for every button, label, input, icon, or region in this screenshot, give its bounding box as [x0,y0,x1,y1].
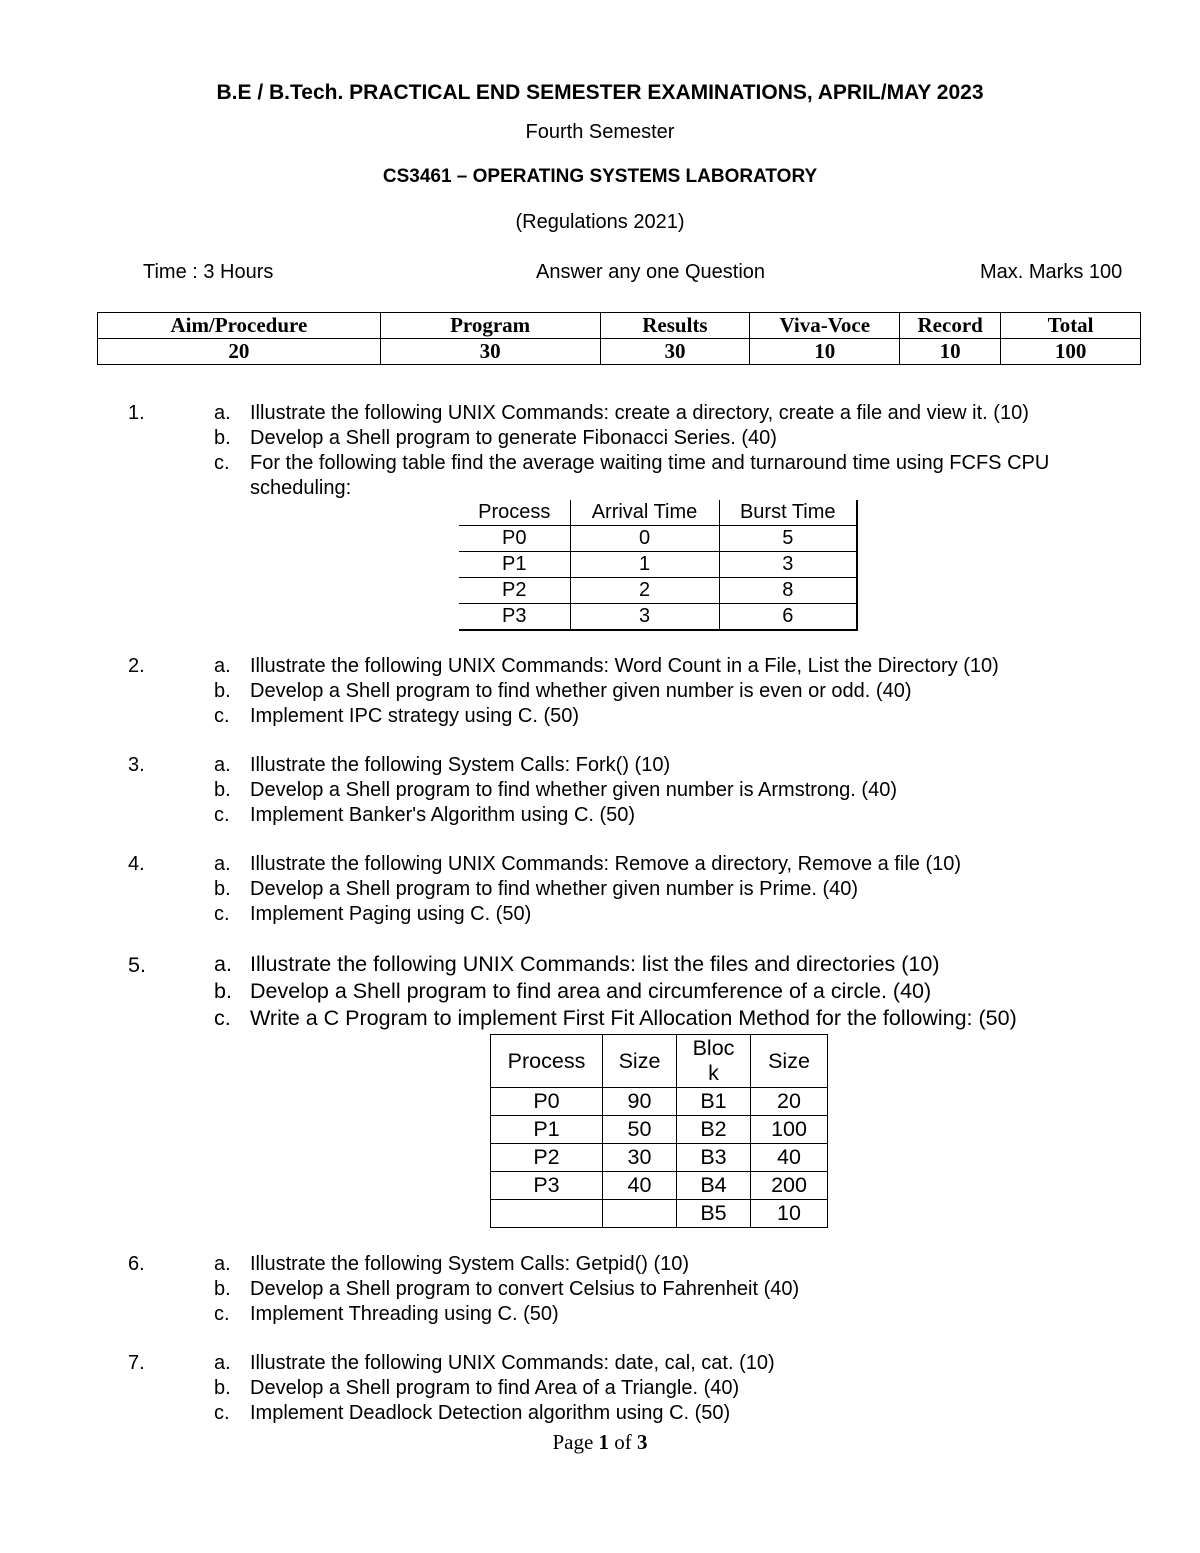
first-fit-table [490,1034,828,1228]
first-fit-header-cell: Size [603,1035,677,1088]
first-fit-header-cell: Size [751,1035,828,1088]
table-cell: P3 [491,1172,603,1200]
item-letter: a. [214,1253,231,1275]
first-fit-header-cell: Process [491,1035,603,1088]
item-letter: b. [214,979,232,1003]
table-cell: 10 [751,1200,828,1228]
item-text: Illustrate the following UNIX Commands: create a directory, create a file and view it. (10) [250,402,1029,424]
semester: Fourth Semester [525,121,675,143]
item-letter: c. [214,804,230,826]
question-number: 5. [128,953,146,977]
table-row [459,578,857,604]
item-letter: a. [214,1352,231,1374]
total-pages: 3 [637,1430,648,1454]
table-cell: 90 [603,1088,677,1116]
marks-value-cell: 10 [750,339,900,365]
question-item [214,979,931,1004]
item-text: Implement Banker's Algorithm using C. (50) [250,804,636,826]
header-text-part: k [708,1061,719,1085]
question-number: 2. [128,655,145,677]
course-title: CS3461 – OPERATING SYSTEMS LABORATORY [382,166,818,187]
item-text: Implement Threading using C. (50) [250,1303,559,1325]
table-cell: 40 [603,1172,677,1200]
item-letter: a. [214,952,232,976]
marks-header-cell: Total [1001,313,1141,339]
item-letter: b. [214,1278,231,1300]
instruction: Answer any one Question [536,261,766,283]
question-item [214,451,1049,476]
table-cell: 8 [719,578,857,604]
question-item [214,654,999,679]
first-fit-header-cell [677,1035,751,1088]
item-letter: c. [214,1006,231,1030]
table-cell: 50 [603,1116,677,1144]
item-text: Implement Deadlock Detection algorithm using C. (50) [250,1402,731,1424]
table-cell: P2 [459,578,570,604]
question-item [214,852,961,877]
item-text: Illustrate the following UNIX Commands: date, cal, cat. (10) [250,1352,775,1374]
question-number: 1. [128,402,145,424]
marks-value-cell: 30 [600,339,750,365]
table-cell: 30 [603,1144,677,1172]
fcfs-header-cell: Burst Time [719,500,857,526]
question-number: 7. [128,1352,145,1374]
item-letter: a. [214,754,231,776]
table-cell [491,1200,603,1228]
table-cell: 20 [751,1088,828,1116]
marks-value-cell: 30 [380,339,600,365]
exam-title: B.E / B.Tech. PRACTICAL END SEMESTER EXAMINATIONS, APRIL/MAY 2023 [216,81,984,104]
fcfs-table [459,500,858,631]
item-text: Write a C Program to implement First Fit Allocation Method for the following: (50) [250,1006,1017,1030]
item-letter: c. [214,903,230,925]
item-text: For the following table find the average waiting time and turnaround time using FCFS CPU [250,452,1050,474]
item-text: Develop a Shell program to generate Fibonacci Series. (40) [250,427,777,449]
table-cell: 3 [570,604,719,631]
fcfs-header-cell: Process [459,500,570,526]
page-number [0,1430,1200,1455]
first-fit-header-row [491,1035,828,1088]
table-row [491,1200,828,1228]
question-item [214,679,911,704]
question-item [214,1252,689,1277]
table-cell: P0 [491,1088,603,1116]
table-cell: B5 [677,1200,751,1228]
question-item [214,1401,730,1426]
table-row [459,604,857,631]
page-label: Page [552,1430,594,1454]
question-item [214,952,939,977]
question-item [214,877,858,902]
table-row [459,526,857,552]
table-cell [603,1200,677,1228]
marks-header-cell: Program [380,313,600,339]
marks-header-cell: Results [600,313,750,339]
item-text: Develop a Shell program to find whether given number is Prime. (40) [250,878,859,900]
table-cell: 1 [570,552,719,578]
item-text: Develop a Shell program to find Area of a Triangle. (40) [250,1377,740,1399]
table-cell: 100 [751,1116,828,1144]
item-letter: b. [214,427,231,449]
table-cell: P1 [459,552,570,578]
item-letter: b. [214,779,231,801]
marks-value-row [98,339,1141,365]
marks-table [97,312,1141,365]
table-cell: 2 [570,578,719,604]
item-text: Implement IPC strategy using C. (50) [250,705,580,727]
question-item [214,1351,775,1376]
item-text: Illustrate the following UNIX Commands: Remove a directory, Remove a file (10) [250,853,962,875]
question-number: 4. [128,853,145,875]
table-cell: P1 [491,1116,603,1144]
table-cell: 3 [719,552,857,578]
item-letter: c. [214,705,230,727]
item-text: Illustrate the following System Calls: Getpid() (10) [250,1253,690,1275]
marks-value-cell: 20 [98,339,381,365]
table-cell: 6 [719,604,857,631]
item-letter: a. [214,402,231,424]
fcfs-header-cell: Arrival Time [570,500,719,526]
item-text: Illustrate the following UNIX Commands: list the files and directories (10) [250,952,940,976]
item-text: Illustrate the following UNIX Commands: Word Count in a File, List the Directory (10) [250,655,999,677]
item-letter: a. [214,655,231,677]
fcfs-header-row [459,500,857,526]
marks-value-cell: 100 [1001,339,1141,365]
question-item [214,1006,1017,1031]
item-letter: c. [214,1303,230,1325]
question-item [214,1277,799,1302]
regulations: (Regulations 2021) [515,211,685,233]
table-cell: P3 [459,604,570,631]
question-item [214,401,1029,426]
item-text: Develop a Shell program to find area and circumference of a circle. (40) [250,979,932,1003]
table-row [491,1088,828,1116]
item-letter: c. [214,452,230,474]
question-item [214,753,670,778]
current-page: 1 [598,1430,610,1454]
item-text: Illustrate the following System Calls: Fork() (10) [250,754,671,776]
max-marks: Max. Marks 100 [980,261,1123,283]
question-item [214,704,579,729]
marks-header-cell: Record [900,313,1001,339]
item-text: Develop a Shell program to find whether given number is even or odd. (40) [250,680,912,702]
page-of: of [614,1430,632,1454]
item-text: Implement Paging using C. (50) [250,903,532,925]
question-item [214,902,531,927]
table-row [491,1144,828,1172]
item-letter: b. [214,878,231,900]
marks-header-row [98,313,1141,339]
table-cell: 5 [719,526,857,552]
question-item [214,426,777,451]
item-text: Develop a Shell program to convert Celsius to Fahrenheit (40) [250,1278,800,1300]
table-cell: B4 [677,1172,751,1200]
item-letter: b. [214,1377,231,1399]
question-number: 6. [128,1253,145,1275]
marks-header-cell: Viva-Voce [750,313,900,339]
marks-value-cell: 10 [900,339,1001,365]
table-cell: 40 [751,1144,828,1172]
item-letter: b. [214,680,231,702]
table-cell: B2 [677,1116,751,1144]
question-item [214,1302,559,1327]
item-letter: c. [214,1402,230,1424]
table-row [491,1116,828,1144]
question-number: 3. [128,754,145,776]
table-row [491,1172,828,1200]
item-letter: a. [214,853,231,875]
question-item [214,803,635,828]
item-text: Develop a Shell program to find whether given number is Armstrong. (40) [250,779,897,801]
table-cell: B3 [677,1144,751,1172]
item-text-continuation: scheduling: [250,477,352,499]
header-text-part: Bloc [692,1036,735,1060]
table-cell: P0 [459,526,570,552]
time-allowed: Time : 3 Hours [143,261,274,283]
marks-header-cell: Aim/Procedure [98,313,381,339]
table-cell: 200 [751,1172,828,1200]
table-cell: P2 [491,1144,603,1172]
table-cell: B1 [677,1088,751,1116]
table-row [459,552,857,578]
question-item [214,1376,739,1401]
table-cell: 0 [570,526,719,552]
question-item [214,778,897,803]
